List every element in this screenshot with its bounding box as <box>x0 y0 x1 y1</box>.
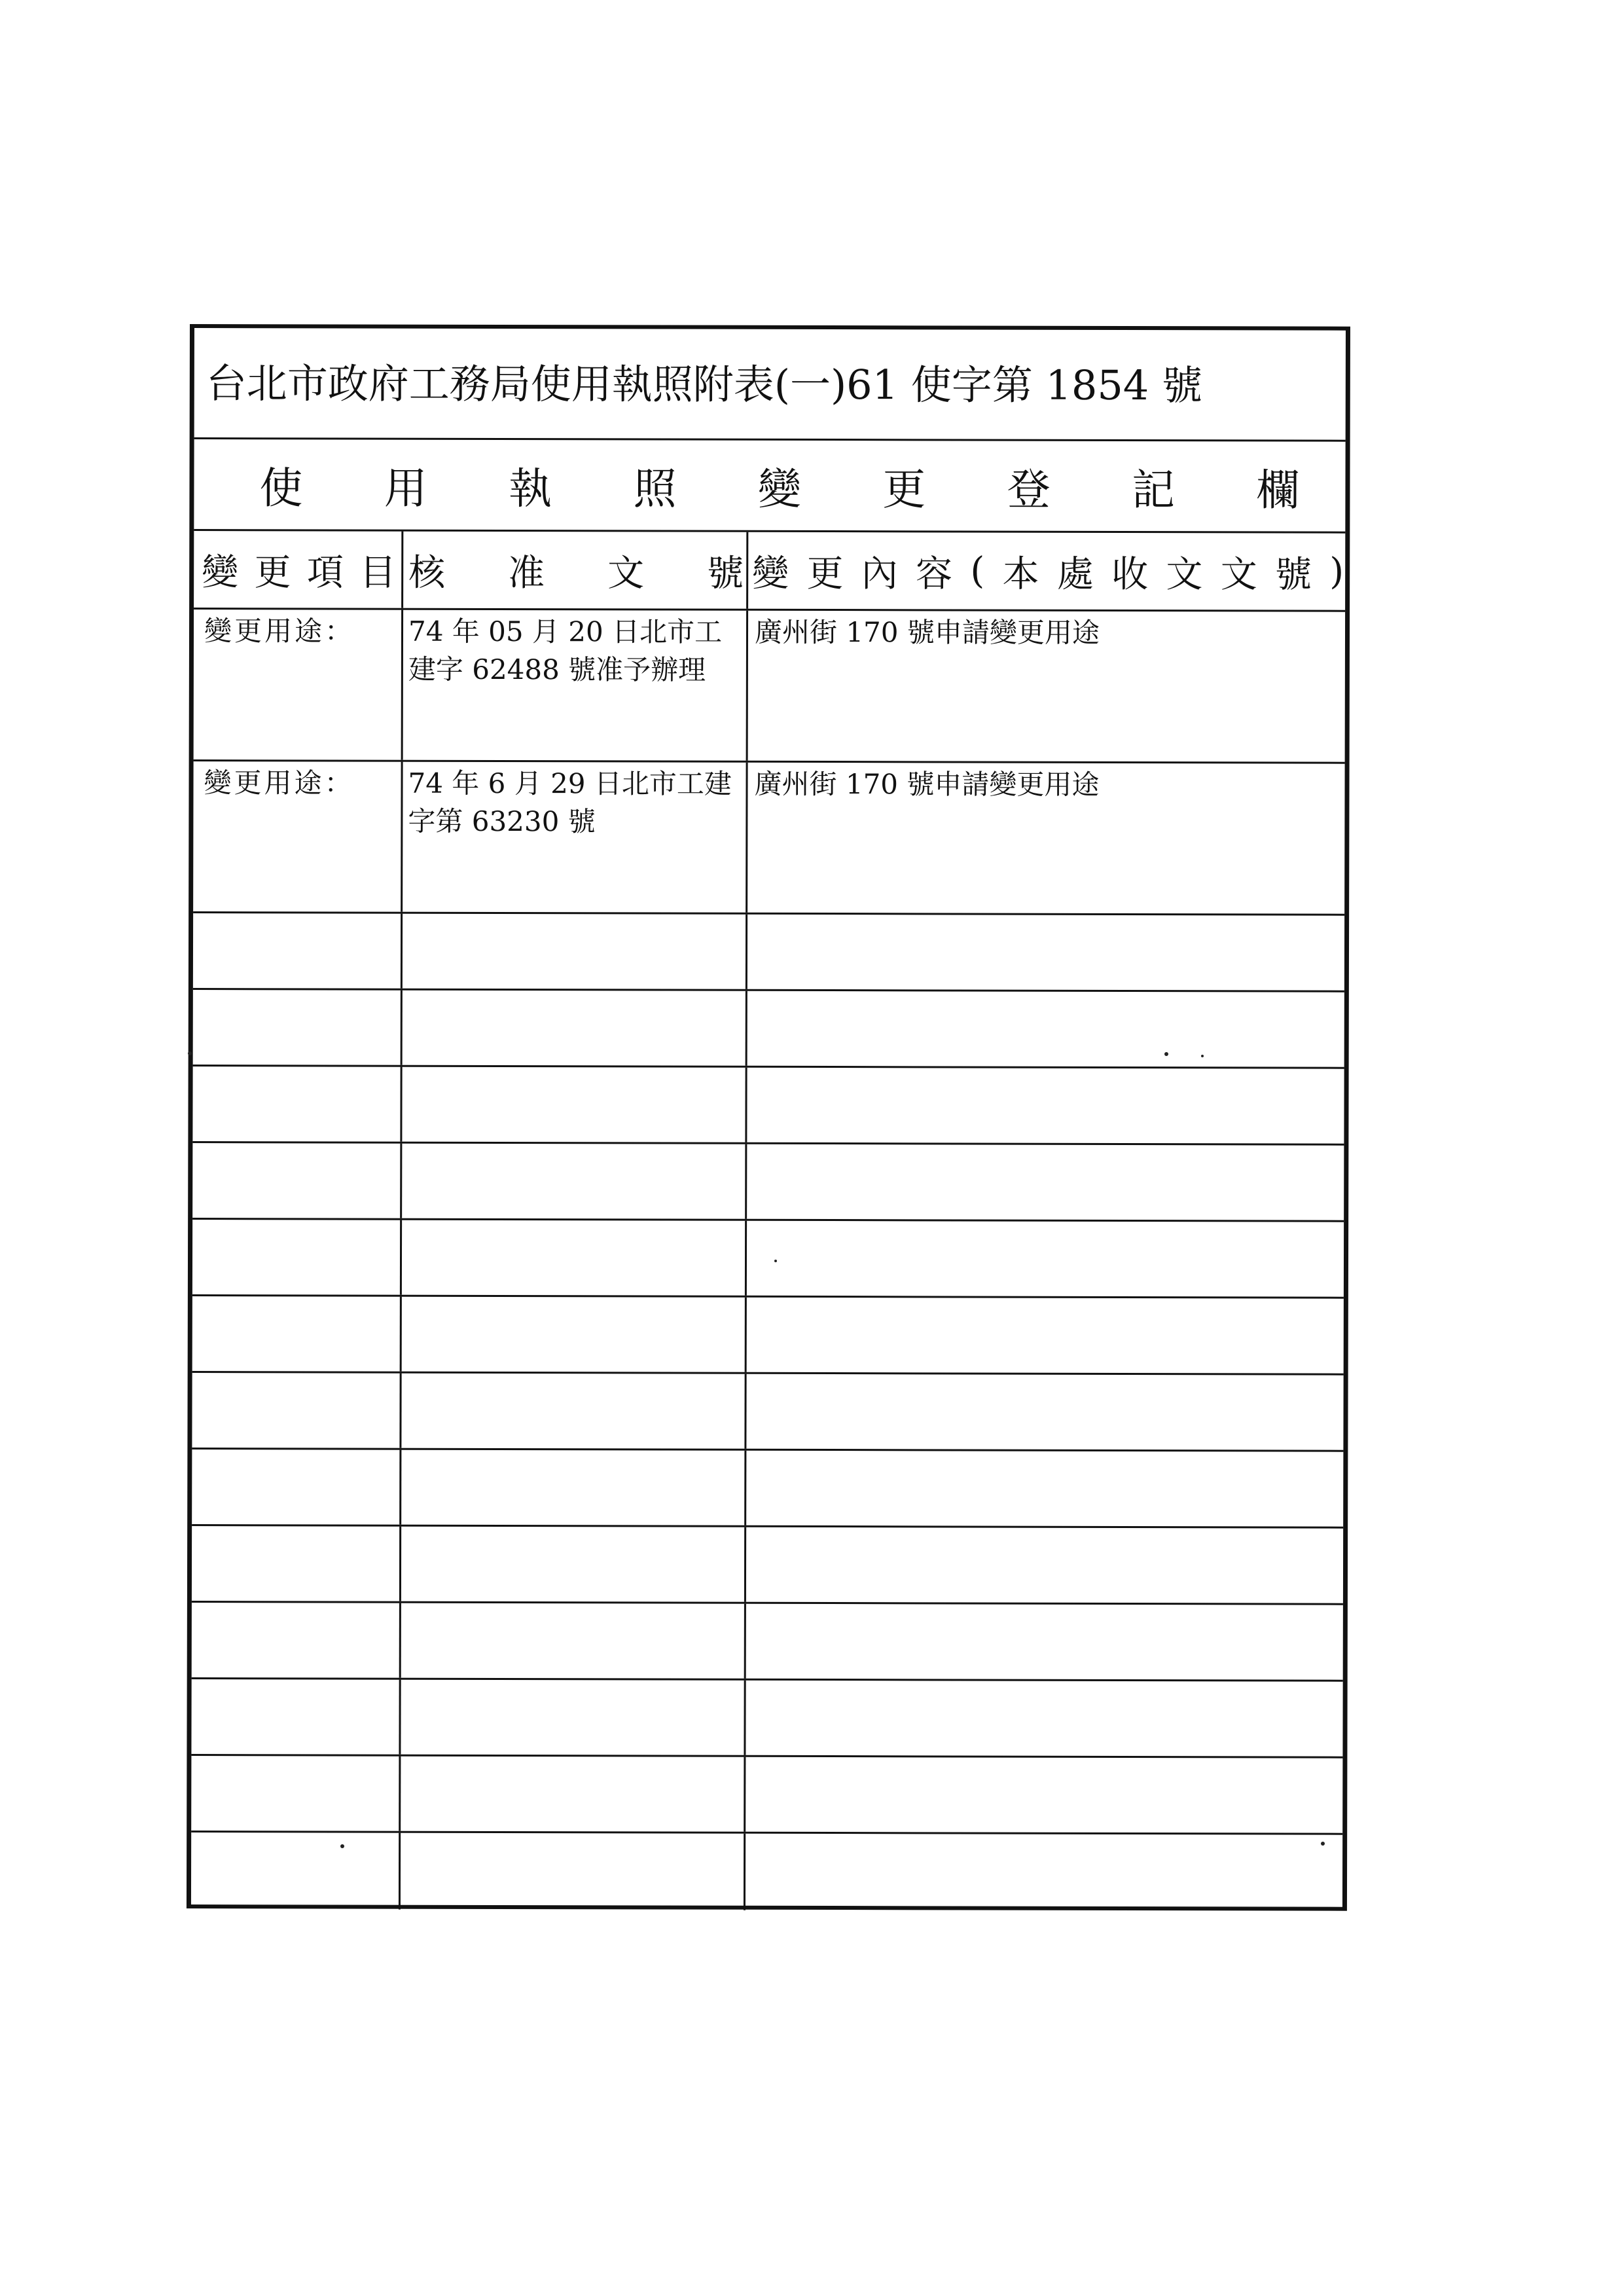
scan-speck <box>1201 1055 1204 1057</box>
header-char: 處 <box>1056 553 1094 596</box>
header-char: 號 <box>1274 553 1312 596</box>
approval-number-cell <box>401 1374 746 1449</box>
change-item-cell <box>191 1679 401 1755</box>
change-content-cell <box>747 1068 1344 1144</box>
section-title-char: 照 <box>633 464 677 515</box>
header-char: 更 <box>254 551 291 594</box>
table-body <box>191 610 1345 1912</box>
header-change-content <box>748 532 1345 610</box>
scan-speck <box>774 1260 777 1262</box>
change-item-cell <box>192 1449 401 1525</box>
change-item-cell: 變更用途： <box>193 761 403 912</box>
change-content-cell <box>746 1757 1342 1833</box>
approval-number-cell <box>403 914 747 989</box>
table-row <box>194 610 1345 764</box>
approval-number-cell <box>401 1450 746 1525</box>
header-char: 文 <box>1166 553 1203 596</box>
form-title: 台北市政府工務局使用執照附表(一)61 使字第 1854 號 <box>194 328 1346 442</box>
change-item-cell <box>192 1603 401 1678</box>
scan-speck <box>1321 1842 1325 1846</box>
section-title-char: 變 <box>757 464 802 515</box>
header-approval-number <box>403 532 748 609</box>
change-content-cell: 廣州街 170 號申請變更用途 <box>754 767 1100 801</box>
approval-number-cell <box>401 1603 746 1679</box>
change-content-cell <box>747 915 1344 991</box>
header-char: 文 <box>1220 553 1257 596</box>
table-header <box>194 531 1345 612</box>
approval-number-cell <box>402 1067 747 1142</box>
change-content-cell <box>746 1681 1342 1757</box>
header-char: 本 <box>1002 553 1039 596</box>
section-title-char: 用 <box>384 463 427 514</box>
usage-license-change-form <box>187 324 1350 1911</box>
header-char: 更 <box>806 552 844 595</box>
change-item-cell <box>193 990 403 1065</box>
header-char: 內 <box>861 552 898 595</box>
table-row <box>192 1296 1344 1376</box>
scan-speck <box>188 1051 192 1055</box>
table-row <box>193 990 1344 1069</box>
approval-number-cell <box>401 1833 746 1910</box>
scan-speck <box>1164 1052 1168 1056</box>
section-title-char: 執 <box>509 464 552 515</box>
change-content-cell <box>747 1144 1344 1220</box>
header-char: 收 <box>1111 553 1149 596</box>
change-item-cell <box>191 1756 401 1831</box>
table-row <box>192 1143 1344 1222</box>
table-row <box>191 1832 1342 1912</box>
approval-number-cell <box>402 1297 747 1372</box>
approval-number-cell <box>401 1680 746 1755</box>
change-item-cell <box>192 1373 401 1448</box>
approval-number-cell: 74 年 6 月 29 日北市工建字第 63230 號 <box>403 762 747 913</box>
header-char: ) <box>1329 550 1344 593</box>
approval-number-cell <box>401 1527 746 1602</box>
change-content-cell <box>747 991 1344 1067</box>
change-content-cell: 廣州街 170 號申請變更用途 <box>754 615 1100 649</box>
table-row <box>193 913 1344 993</box>
approval-number-cell <box>402 1144 747 1219</box>
header-char: 項 <box>306 551 344 594</box>
change-item-cell <box>192 1220 402 1295</box>
header-char: 文 <box>607 551 645 594</box>
header-char: 准 <box>508 551 545 594</box>
table-row <box>191 1679 1342 1758</box>
section-title <box>194 439 1345 534</box>
change-item-cell <box>191 1832 401 1910</box>
header-char: 目 <box>359 551 397 594</box>
change-content-cell <box>746 1374 1343 1450</box>
header-char: 變 <box>202 551 239 594</box>
table-row <box>191 1756 1342 1835</box>
header-char: 核 <box>408 551 446 594</box>
change-item-cell <box>192 1143 402 1218</box>
section-title-char: 使 <box>259 463 303 514</box>
approval-number-cell <box>403 991 747 1066</box>
header-char: 號 <box>707 552 744 595</box>
header-change-item <box>194 531 403 608</box>
change-item-cell <box>193 913 403 989</box>
change-content-cell <box>746 1451 1343 1527</box>
approval-number-cell <box>402 1220 747 1296</box>
table-row <box>192 1220 1344 1299</box>
scan-speck <box>340 1844 344 1848</box>
table-row <box>193 761 1344 916</box>
header-char: ( <box>970 549 985 592</box>
change-content-cell <box>746 1604 1343 1680</box>
approval-number-cell <box>401 1757 746 1832</box>
table-row <box>192 1526 1343 1605</box>
change-content-cell <box>747 1298 1344 1374</box>
section-title-char: 登 <box>1007 464 1051 515</box>
table-row <box>192 1373 1343 1452</box>
change-content-cell <box>747 1221 1344 1297</box>
header-char: 容 <box>916 552 953 595</box>
change-item-cell: 變更用途： <box>194 610 403 760</box>
section-title-char: 記 <box>1132 465 1176 516</box>
approval-number-cell: 74 年 05 月 20 日北市工建字 62488 號准予辦理 <box>403 610 748 761</box>
change-item-cell <box>192 1296 402 1372</box>
header-char: 變 <box>752 552 789 595</box>
section-title-char: 欄 <box>1256 465 1300 516</box>
section-title-char: 更 <box>882 464 926 515</box>
table-row <box>192 1066 1344 1146</box>
change-item-cell <box>192 1066 402 1142</box>
change-content-cell <box>746 1527 1343 1603</box>
table-row <box>192 1603 1343 1682</box>
change-content-cell <box>746 1834 1342 1912</box>
change-item-cell <box>192 1526 401 1601</box>
table-row <box>192 1449 1343 1529</box>
